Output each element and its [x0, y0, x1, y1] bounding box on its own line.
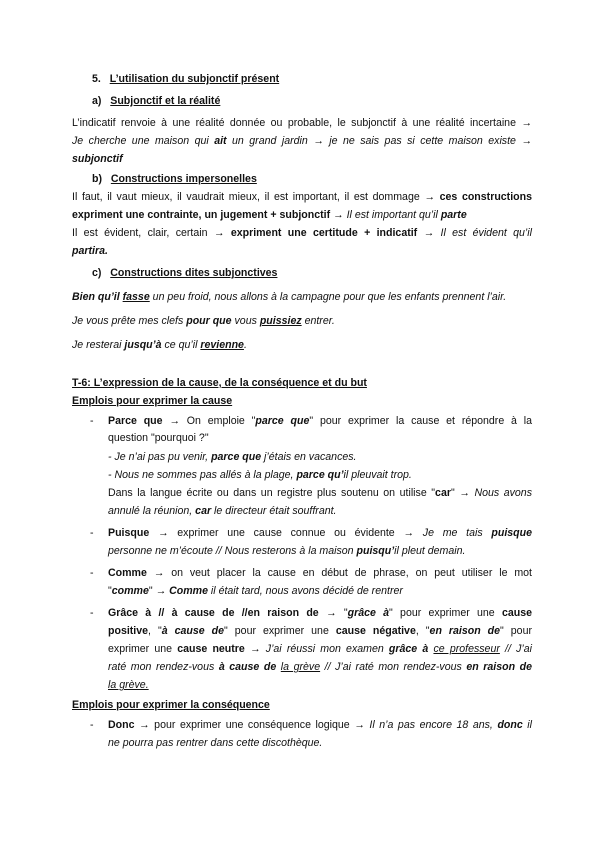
subsection-a-heading: [92, 94, 220, 108]
subsection-b-heading: [92, 172, 257, 186]
subsection-label: c): [92, 267, 102, 279]
example-c-3: Je resterai jusqu’à ce qu’il revienne.: [72, 339, 247, 351]
consequence-heading: Emplois pour exprimer la conséquence: [72, 699, 270, 711]
bullet-dash: -: [90, 415, 94, 427]
paragraph-b-line4: partira.: [72, 245, 108, 257]
bullet-dash: -: [90, 607, 94, 619]
paragraph-a-line3: subjonctif: [72, 153, 123, 165]
subsection-c-heading: [92, 266, 277, 280]
donc-line2: ne pourra pas rentrer dans cette discothèque.: [108, 737, 323, 749]
section-title: L’utilisation du subjonctif présent: [109, 73, 280, 85]
subsection-title: Subjonctif et la réalité: [110, 95, 221, 107]
paragraph-b-line1: Il faut, il vaut mieux, il vaudrait mieux, il est important, il est dommage → ces constructions: [72, 191, 532, 203]
subsection-title: Constructions dites subjonctives: [110, 267, 278, 279]
grace-line1: Grâce à // à cause de //en raison de → "grâce à" pour exprimer une cause: [108, 607, 533, 619]
bullet-dash: -: [90, 527, 94, 539]
grace-line4: raté mon rendez-vous à cause de la grève // J’ai raté mon rendez-vous en raison de: [108, 661, 532, 673]
paragraph-a-line1: L’indicatif renvoie à une réalité donnée ou probable, le subjonctif à une réalité incertaine →: [72, 117, 532, 129]
bullet-dash: -: [90, 719, 94, 731]
parceque-line6: annulé la réunion, car le directeur était souffrant.: [108, 505, 337, 517]
donc-line1: Donc → pour exprimer une conséquence logique → Il n’a pas encore 18 ans, donc il: [108, 719, 533, 731]
subsection-title: Constructions impersonelles: [110, 173, 257, 185]
subsection-label: a): [92, 95, 102, 107]
grace-line2: positive, "à cause de" pour exprimer une cause négative, "en raison de" pour: [108, 625, 532, 637]
example-c-2: Je vous prête mes clefs pour que vous puissiez entrer.: [72, 315, 335, 327]
comme-line2: "comme" → Comme il était tard, nous avons décidé de rentrer: [108, 585, 403, 597]
bullet-dash: -: [90, 567, 94, 579]
cause-heading: Emplois pour exprimer la cause: [72, 395, 233, 407]
parceque-example2: - Nous ne sommes pas allés à la plage, parce qu’il pleuvait trop.: [108, 469, 412, 481]
section-number: 5.: [92, 73, 101, 85]
parceque-line1: Parce que → On emploie "parce que" pour exprimer la cause et répondre à la: [108, 415, 533, 427]
puisque-line1: Puisque → exprimer une cause connue ou évidente → Je me tais puisque: [108, 527, 532, 539]
comme-line1: Comme → on veut placer la cause en début de phrase, on peut utiliser le mot: [108, 567, 532, 579]
grace-line3: exprimer une cause neutre → J’ai réussi mon examen grâce à ce professeur // J’ai: [108, 643, 533, 655]
subsection-label: b): [92, 173, 102, 185]
parceque-line5: Dans la langue écrite ou dans un registre plus soutenu on utilise "car" → Nous avons: [108, 487, 532, 499]
puisque-line2: personne ne m’écoute // Nous resterons à la maison puisqu’il pleut demain.: [108, 545, 466, 557]
grace-line5: la grève.: [108, 679, 149, 691]
paragraph-b-line3: Il est évident, clair, certain → expriment une certitude + indicatif → Il est évident qu’il: [72, 227, 532, 239]
paragraph-a-line2: Je cherche une maison qui ait un grand jardin → je ne sais pas si cette maison existe →: [72, 135, 532, 147]
paragraph-b-line2: expriment une contrainte, un jugement + subjonctif → Il est important qu’il parte: [72, 209, 467, 221]
example-c-1: Bien qu’il fasse un peu froid, nous allons à la campagne pour que les enfants prennent l’air.: [72, 291, 507, 303]
t6-title: T-6: L’expression de la cause, de la conséquence et du but: [72, 377, 367, 389]
parceque-example1: - Je n’ai pas pu venir, parce que j’étais en vacances.: [108, 451, 357, 463]
section-5-heading: [92, 72, 279, 86]
parceque-line2: question "pourquoi ?": [108, 432, 209, 444]
